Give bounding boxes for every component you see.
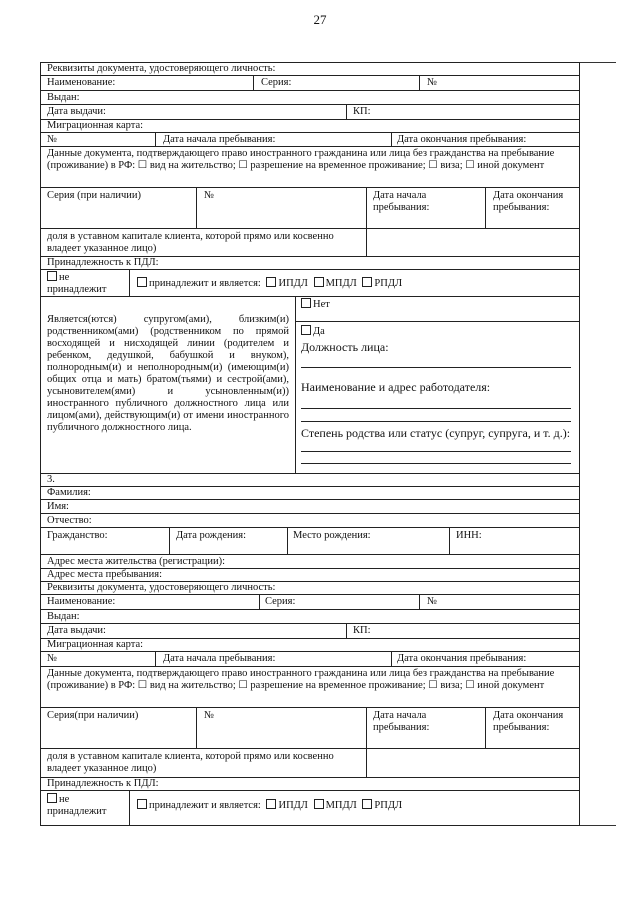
s3-migration-card-label: Миграционная карта: (47, 639, 144, 650)
share-text: доля в уставном капитале клиента, которой прямо или косвенно владеет указанное лицо) (47, 231, 334, 254)
citizenship-label: Гражданство: (47, 530, 108, 541)
relatives-row (41, 297, 579, 474)
s3-number-label: № (427, 596, 438, 607)
date-end2-label: Дата окончания пребывания: (493, 190, 564, 213)
migration-card-label: Миграционная карта: (47, 120, 144, 131)
s3-number2-label: № (204, 710, 215, 721)
s3-date-start2-label: Дата начала пребывания: (373, 710, 430, 733)
mc-number-label: № (47, 134, 58, 145)
s3-right-doc-text: Данные документа, подтверждающего право иностранного гражданина или лица без гражданства на пребывание (проживание) в РФ: ☐ вид на жительство; ☐ разрешение на временное проживание; ☐ виза; ☐ иной документ (47, 668, 555, 691)
inn-label: ИНН: (456, 530, 482, 541)
right-margin-lines (578, 62, 616, 826)
checkbox-icon[interactable] (47, 271, 57, 281)
issued-row (41, 91, 579, 105)
s3-right-doc-details-row (41, 708, 579, 749)
s3-migration-card-row (41, 639, 579, 652)
checkbox-icon[interactable] (266, 799, 276, 809)
checkbox-icon[interactable] (314, 277, 324, 287)
s3-issue-date-label: Дата выдачи: (47, 625, 106, 636)
doc-series-label: Серия: (261, 77, 292, 88)
issue-date-label: Дата выдачи: (47, 106, 106, 117)
right-doc-row (41, 147, 579, 188)
kp-label: КП: (353, 106, 371, 117)
section3-number: 3. (47, 474, 55, 485)
s3-doc-name-label: Наименование: (47, 596, 116, 607)
checkbox-icon[interactable] (314, 799, 324, 809)
checkbox-icon[interactable] (137, 277, 147, 287)
yes-option[interactable]: Да (301, 325, 325, 338)
page-number: 27 (313, 12, 327, 27)
residence-row (41, 555, 579, 569)
pdl-row (41, 257, 579, 270)
not-belong-option[interactable]: не принадлежит (47, 272, 107, 295)
s3-pdl-row (41, 778, 579, 791)
share-row (41, 229, 579, 257)
right-doc-details-row (41, 188, 579, 229)
checkbox-icon[interactable] (301, 298, 311, 308)
migration-details-row (41, 133, 579, 147)
employer-label: Наименование и адрес работодателя: (301, 380, 491, 394)
doc-number-label: № (427, 77, 438, 88)
s3-pdl-options-row (41, 791, 579, 825)
name-row (41, 500, 579, 514)
number2-label: № (204, 190, 215, 201)
birth-place-label: Место рождения: (293, 530, 371, 541)
s3-doc-name-row (41, 595, 579, 610)
stay-start-label: Дата начала пребывания: (163, 134, 276, 145)
issue-date-row (41, 105, 579, 120)
residence-label: Адрес места жительства (регистрации): (47, 556, 226, 567)
birth-date-label: Дата рождения: (176, 530, 247, 541)
checkbox-icon[interactable] (266, 277, 276, 287)
s3-kp-label: КП: (353, 625, 371, 636)
kinship-label: Степень родства или статус (супруг, супруга, и т. д.): (301, 426, 571, 440)
surname-label: Фамилия: (47, 487, 91, 498)
s3-issue-date-row (41, 624, 579, 639)
migration-card-row (41, 120, 579, 133)
s3-migration-details-row (41, 652, 579, 667)
issued-label: Выдан: (47, 92, 80, 103)
patronymic-label: Отчество: (47, 515, 92, 526)
s3-series-label: Серия: (265, 596, 296, 607)
position-label: Должность лица: (301, 340, 389, 354)
checkbox-icon[interactable] (362, 799, 372, 809)
section3-number-row (41, 474, 579, 487)
patronymic-row (41, 514, 579, 528)
s3-stay-start-label: Дата начала пребывания: (163, 653, 276, 664)
stay-address-row (41, 569, 579, 582)
belong-option[interactable]: принадлежит и является: ИПДЛ МПДЛ РПДЛ (137, 277, 402, 290)
right-doc-text: Данные документа, подтверждающего право иностранного гражданина или лица без гражданства на пребывание (проживание) в РФ: ☐ вид на жительство; ☐ разрешение на временное проживание; ☐ виза; ☐ иной документ (47, 148, 555, 171)
form-frame (40, 62, 580, 826)
s3-doc-header-row (41, 582, 579, 595)
s3-right-doc-row (41, 667, 579, 708)
s3-series-opt-label: Серия(при наличии) (47, 710, 139, 721)
s3-share-text: доля в уставном капитале клиента, которой прямо или косвенно владеет указанное лицо) (47, 751, 334, 774)
s3-belong-option[interactable]: принадлежит и является: ИПДЛ МПДЛ РПДЛ (137, 799, 402, 812)
s3-mc-number-label: № (47, 653, 58, 664)
citizenship-row (41, 528, 579, 555)
pdl-label: Принадлежность к ПДЛ: (47, 257, 159, 268)
name-label: Имя: (47, 501, 69, 512)
checkbox-icon[interactable] (137, 799, 147, 809)
checkbox-icon[interactable] (47, 793, 57, 803)
surname-row (41, 487, 579, 500)
doc-name-row (41, 76, 579, 91)
relatives-text: Является(ются) супругом(ами), близким(и) родственником(ами) (родственником по прямой восходящей и нисходящей линии (родителем и ребенком, дедушкой, бабушкой и внуком), полнородным(и) и неполнородным(и) (имеющим(и) общих отца и мать) братом(тьями) и сестрой(ами), усыновителем(ями) и усыновленным(и)) иностранного публичного должностного лица или лицом(ами), действующим(и) от имени иностранного публичного должностного лица. (47, 314, 289, 433)
s3-not-belong-option[interactable]: не принадлежит (47, 794, 107, 817)
doc-header: Реквизиты документа, удостоверяющего личность: (47, 63, 276, 74)
s3-share-row (41, 749, 579, 778)
series-opt-label: Серия (при наличии) (47, 190, 141, 201)
stay-end-label: Дата окончания пребывания: (397, 134, 527, 145)
s3-pdl-label: Принадлежность к ПДЛ: (47, 778, 159, 789)
s3-stay-end-label: Дата окончания пребывания: (397, 653, 527, 664)
date-start2-label: Дата начала пребывания: (373, 190, 430, 213)
pdl-options-row (41, 270, 579, 297)
s3-doc-header: Реквизиты документа, удостоверяющего личность: (47, 582, 276, 593)
doc-header-row (41, 63, 579, 76)
stay-address-label: Адрес места пребывания: (47, 569, 163, 580)
doc-name-label: Наименование: (47, 77, 116, 88)
s3-issued-row (41, 610, 579, 624)
checkbox-icon[interactable] (362, 277, 372, 287)
s3-issued-label: Выдан: (47, 611, 80, 622)
checkbox-icon[interactable] (301, 325, 311, 335)
s3-date-end2-label: Дата окончания пребывания: (493, 710, 564, 733)
no-option[interactable]: Нет (301, 298, 330, 311)
